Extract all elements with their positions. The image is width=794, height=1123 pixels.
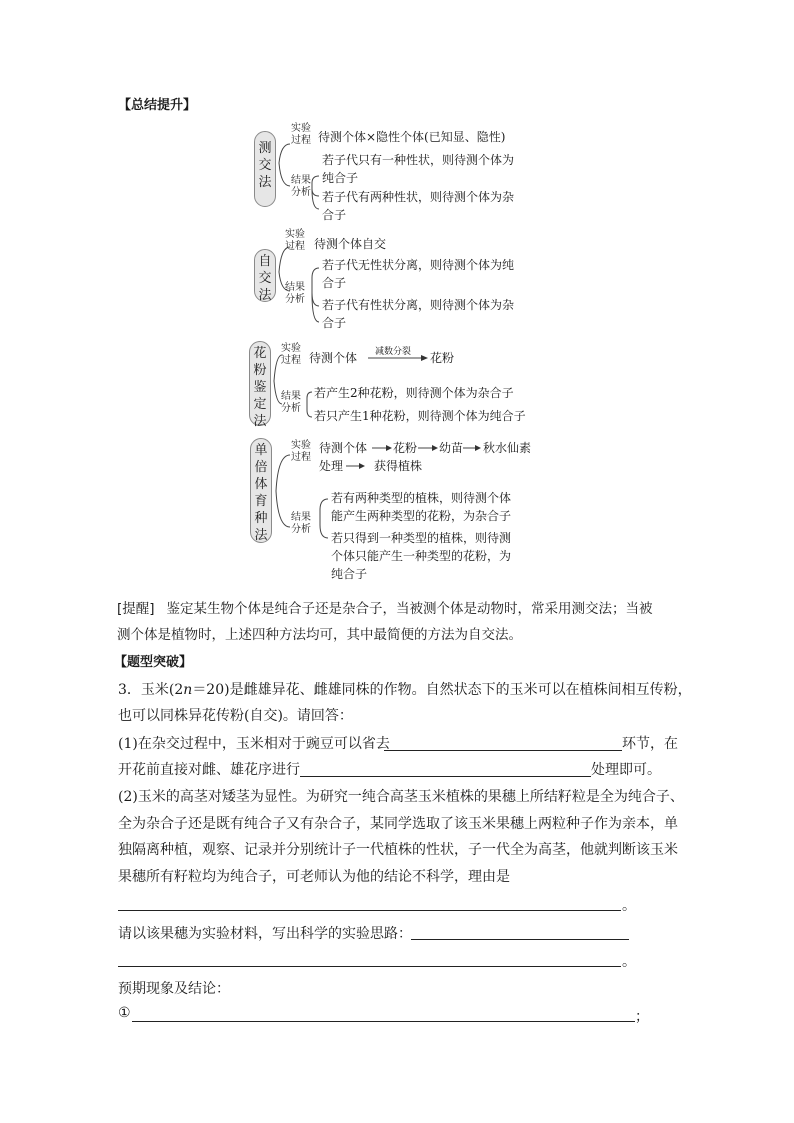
idea-prompt: 请以该果穗为实验材料，写出科学的实验思路： xyxy=(118,926,412,942)
period: 。 xyxy=(622,954,636,970)
process-label xyxy=(281,343,301,367)
label-line: 结果 xyxy=(281,391,301,402)
result-line: 若子代有两种性状，则待测个体为杂 xyxy=(322,190,515,204)
item-1-blank[interactable] xyxy=(132,1021,635,1022)
text-run: 3．玉米(2 xyxy=(118,682,184,698)
process-step: 秋水仙素 xyxy=(483,441,532,455)
q2-line: 果穗所有籽粒均为纯合子，可老师认为他的结论不科学，理由是 xyxy=(118,869,510,885)
m4-branch-result xyxy=(276,491,290,527)
result-item xyxy=(322,296,514,332)
result-item xyxy=(322,151,514,187)
process-step: 处理 xyxy=(319,459,344,473)
result-line: 若子代无性状分离，则待测个体为纯 xyxy=(322,258,515,272)
step-arrow-3-head xyxy=(475,445,481,451)
label-line: 分析 xyxy=(291,187,311,198)
text-run: n xyxy=(183,682,193,698)
question-line-1 xyxy=(118,679,692,699)
label-line: 实验 xyxy=(291,123,311,134)
q1-line-a: (1)在杂交过程中，玉米相对于豌豆可以省去 xyxy=(118,736,390,752)
q1-line-b: 开花前直接对雌、雄花序进行 xyxy=(118,762,300,778)
tip-text: 鉴定某生物个体是纯合子还是杂合子，当被测个体是动物时，常采用测交法；当被 xyxy=(166,601,653,617)
process-step: 幼苗 xyxy=(439,441,464,455)
result-line: 能产生两种类型的花粉，为杂合子 xyxy=(331,509,512,523)
method-name: 单倍体育种法 xyxy=(254,443,268,543)
label-line: 分析 xyxy=(285,294,305,305)
reason-blank[interactable] xyxy=(118,910,621,911)
label-line: 过程 xyxy=(285,241,305,252)
expect-label: 预期现象及结论： xyxy=(118,981,230,997)
label-line: 分析 xyxy=(281,403,301,414)
process-step: 获得植株 xyxy=(374,459,423,473)
process-text: 待测个体×隐性个体(已知显、隐性) xyxy=(318,130,506,144)
summary-header: 【总结提升】 xyxy=(118,98,197,113)
meiosis-arrow-head xyxy=(421,355,428,361)
m1-result-brace-bottom xyxy=(312,189,319,209)
label-line: 过程 xyxy=(291,135,311,146)
process-label xyxy=(291,123,311,147)
step-arrow-1-head xyxy=(386,445,392,451)
q1-blank-2[interactable] xyxy=(300,776,591,777)
result-line: 若子代有性状分离，则待测个体为杂 xyxy=(322,298,515,312)
process-label xyxy=(285,229,305,253)
result-label xyxy=(285,282,305,306)
q1-line-a-end: 环节，在 xyxy=(622,736,678,752)
process-target: 花粉 xyxy=(430,351,455,365)
result-line: 合子 xyxy=(322,316,347,330)
m4-result-brace xyxy=(320,499,328,538)
m2-result-brace-top xyxy=(312,268,319,306)
process-text: 待测个体自交 xyxy=(314,237,387,251)
result-line: 合子 xyxy=(322,208,347,222)
period: 。 xyxy=(622,898,636,914)
label-line: 实验 xyxy=(285,229,305,240)
result-item xyxy=(331,529,511,583)
result-line: 若子代只有一种性状，则待测个体为 xyxy=(322,153,515,167)
result-item xyxy=(331,489,511,525)
process-subject: 待测个体 xyxy=(309,351,358,365)
label-line: 分析 xyxy=(291,524,311,535)
m1-branch-process xyxy=(279,144,290,163)
q1-line-b-end: 处理即可。 xyxy=(591,762,661,778)
m1-branch-result xyxy=(279,163,290,186)
method-pill-testcross xyxy=(254,131,276,207)
tip-line-1 xyxy=(117,597,653,617)
method-name: 自交法 xyxy=(258,254,272,303)
result-line: 合子 xyxy=(322,276,347,290)
result-line: 若有两种类型的植株，则待测个体 xyxy=(331,491,512,505)
meiosis-label: 减数分裂 xyxy=(375,347,412,357)
q2-line: 全为杂合子还是既有纯合子又有杂合子，某同学选取了该玉米果穗上两粒种子作为亲本，单 xyxy=(118,816,678,832)
result-label xyxy=(281,391,301,415)
q2-line: (2)玉米的高茎对矮茎为显性。为研究一纯合高茎玉米植株的果穗上所结籽粒是全为纯合子、 xyxy=(118,789,684,805)
process-step: 待测个体 xyxy=(319,441,368,455)
result-item xyxy=(322,188,514,224)
label-line: 实验 xyxy=(291,440,311,451)
method-name: 花粉鉴定法 xyxy=(253,346,267,429)
result-line: 纯合子 xyxy=(331,567,368,581)
tip-label: [提醒] xyxy=(117,601,155,617)
text-run: ＝20)是雌雄异花、雌雄同株的作物。自然状态下的玉米可以在植株间相互传粉， xyxy=(192,682,692,698)
label-line: 结果 xyxy=(285,282,305,293)
step-arrow-2-head xyxy=(432,445,438,451)
result-line: 纯合子 xyxy=(322,171,359,185)
label-line: 过程 xyxy=(291,452,311,463)
process-step: 花粉 xyxy=(393,441,418,455)
q2-line: 独隔离种植，观察、记录并分别统计子一代植株的性状，子一代全为高茎，他就判断该玉米 xyxy=(118,842,678,858)
result-line: 个体只能产生一种类型的花粉，为 xyxy=(331,549,512,563)
method-pill-haploid xyxy=(250,438,272,543)
q1-blank-1[interactable] xyxy=(384,750,622,751)
breakthrough-header: 【题型突破】 xyxy=(114,655,193,670)
label-line: 结果 xyxy=(291,512,311,523)
question-line-2: 也可以同株异花传粉(自交)。请回答： xyxy=(118,708,353,724)
step-arrow-4-head xyxy=(359,463,365,469)
result-label xyxy=(291,512,311,536)
result-label xyxy=(291,175,311,199)
item-1-marker: ① xyxy=(118,1005,131,1021)
m2-result-brace-bottom xyxy=(312,293,319,322)
m3-result-brace xyxy=(307,392,312,417)
result-item: 若只产生1种花粉，则待测个体为纯合子 xyxy=(314,409,526,423)
tip-line-2: 测个体是植物时，上述四种方法均可，其中最简便的方法为自交法。 xyxy=(117,627,522,643)
idea-blank-2[interactable] xyxy=(118,966,621,967)
result-item: 若产生2种花粉，则待测个体为杂合子 xyxy=(314,386,514,400)
result-line: 若只得到一种类型的植株，则待测 xyxy=(331,531,512,545)
label-line: 结果 xyxy=(291,175,311,186)
semicolon: ； xyxy=(635,1009,649,1025)
label-line: 实验 xyxy=(281,343,301,354)
label-line: 过程 xyxy=(281,355,301,366)
method-name: 测交法 xyxy=(258,141,272,190)
m1-result-brace-top xyxy=(312,176,319,196)
method-pill-pollen xyxy=(249,341,271,429)
idea-blank-1[interactable] xyxy=(411,939,629,940)
method-pill-selfing xyxy=(254,249,276,302)
process-label xyxy=(291,440,311,464)
result-item xyxy=(322,256,514,292)
m4-branch-process xyxy=(276,455,290,491)
